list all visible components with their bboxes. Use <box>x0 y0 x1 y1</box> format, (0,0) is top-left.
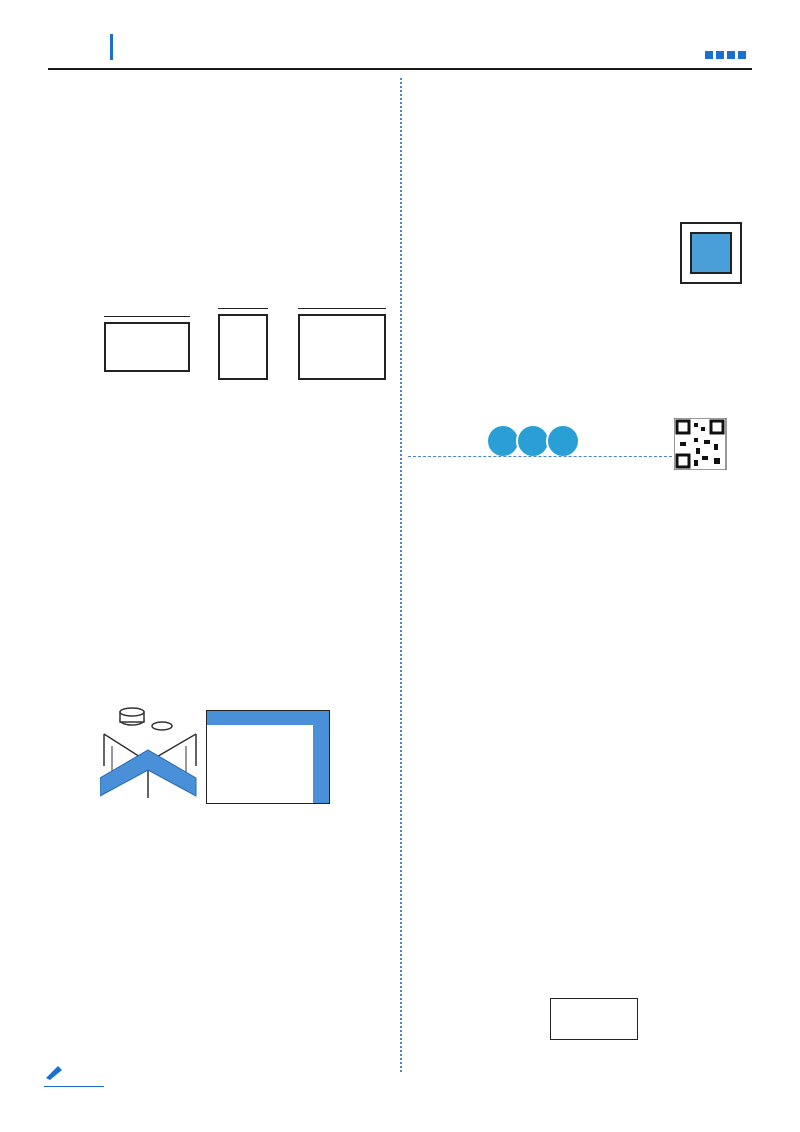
rect-2 <box>218 314 268 380</box>
section-underline <box>408 456 672 457</box>
stove-pot-icon <box>120 708 172 730</box>
header-rule <box>48 68 752 70</box>
bubble-1 <box>486 424 520 458</box>
pen-icon <box>44 1064 64 1080</box>
flower-bed-square <box>690 232 732 274</box>
rect-3 <box>298 314 386 380</box>
footer-rule <box>44 1086 104 1087</box>
rect1-top-dimension <box>104 316 190 317</box>
section-header <box>408 418 744 464</box>
counter-horizontal <box>207 711 329 725</box>
rect3-top-dimension <box>298 308 386 309</box>
rect-1 <box>104 322 190 372</box>
bubble-3 <box>546 424 580 458</box>
bubble-2 <box>516 424 550 458</box>
corner-decoration <box>702 44 746 63</box>
vegetable-plot-rect <box>550 998 638 1040</box>
column-divider <box>400 78 402 1072</box>
logo-divider <box>110 34 113 60</box>
qr-code-icon[interactable] <box>674 418 730 470</box>
counter-vertical <box>313 711 329 803</box>
kitchen-illustration <box>100 706 200 810</box>
rect2-top-dimension <box>218 308 268 309</box>
